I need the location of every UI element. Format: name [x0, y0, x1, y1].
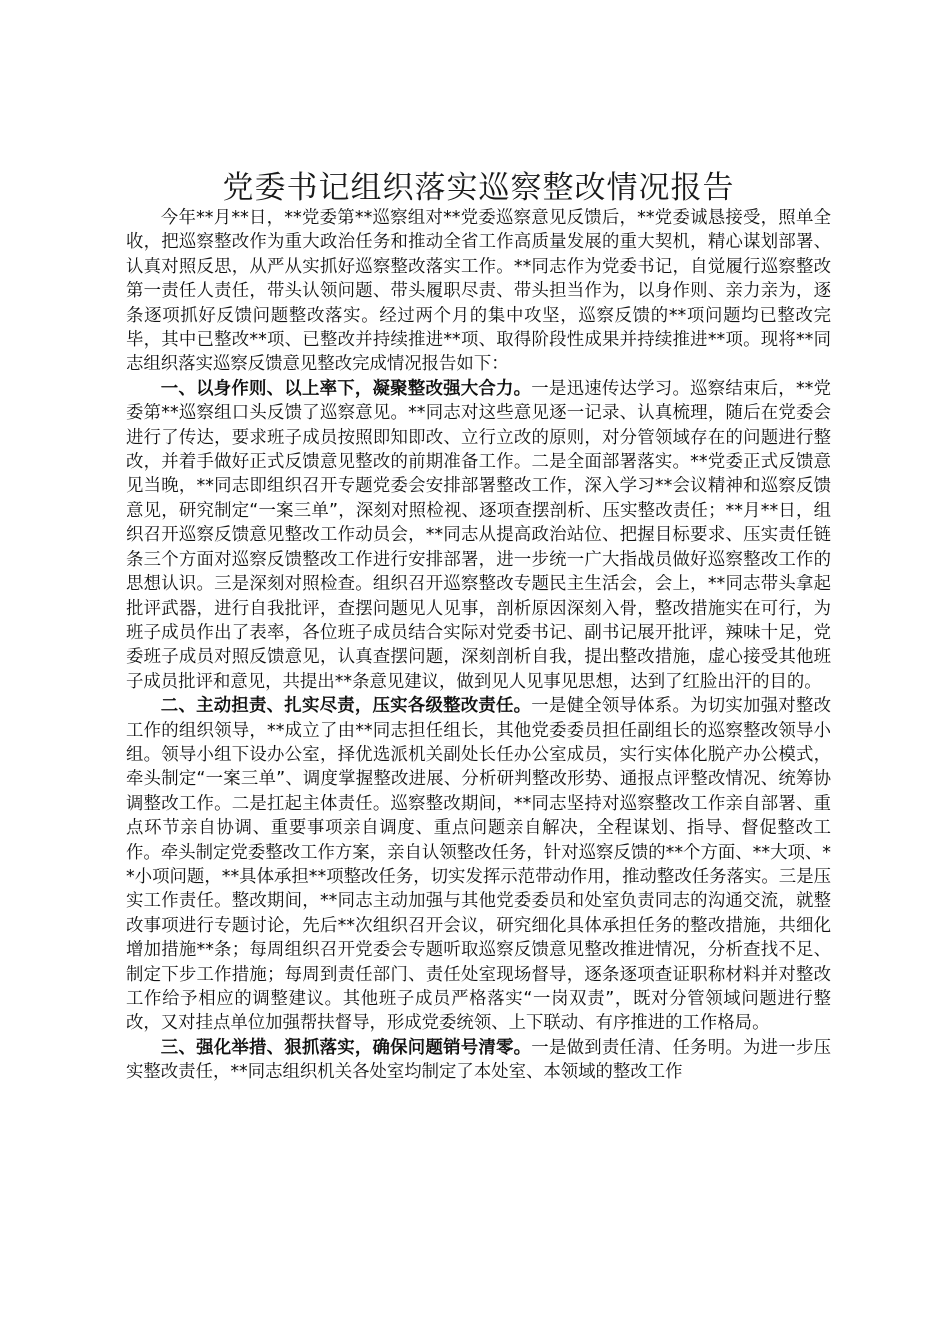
section-2-paragraph [126, 694, 831, 1036]
paragraph-text: 一是做到责任清、任务明。为进一步压实整改责任，**同志组织机关各处室均制定了本处室、本领域的整改工作 [126, 1037, 831, 1083]
section-1-paragraph [126, 377, 831, 694]
paragraph-text: 一是迅速传达学习。巡察结束后，**党委第**巡察组口头反馈了巡察意见。**同志对这些意见逐一记录、认真梳理，随后在党委会进行了传达，要求班子成员按照即知即改、立行立改的原则，对分管领域存在的问题进行整改，并着手做好正式反馈意见整改的前期准备工作。二是全面部署落实。**党委正式反馈意见当晚，**同志即组织召开专题党委会安排部署整改工作，深入学习**会议精神和巡察反馈意见，研究制定“一案三单”，深刻对照检视、逐项查摆剖析、压实整改责任；**月**日，组织召开巡察反馈意见整改工作动员会，**同志从提高政治站位、把握目标要求、压实责任链条三个方面对巡察反馈整改工作进行安排部署，进一步统一广大指战员做好巡察整改工作的思想认识。三是深刻对照检查。组织召开巡察整改专题民主生活会，会上，**同志带头拿起批评武器，进行自我批评，查摆问题见人见事，剖析原因深刻入骨，整改措施实在可行，为班子成员作出了表率，各位班子成员结合实际对党委书记、副书记展开批评，辣味十足，党委班子成员对照反馈意见，认真查摆问题，深刻剖析自我，提出整改措施，虚心接受其他班子成员批评和意见，共提出**条意见建议，做到见人见事见思想，达到了红脸出汗的目的。 [126, 378, 831, 692]
paragraph-text: 一是健全领导体系。为切实加强对整改工作的组织领导，**成立了由**同志担任组长，其他党委委员担任副组长的巡察整改领导小组。领导小组下设办公室，择优选派机关副处长任办公室成员，实行实体化脱产办公模式，牵头制定“一案三单”、调度掌握整改进展、分析研判整改形势、通报点评整改情况、统筹协调整改工作。二是扛起主体责任。巡察整改期间，**同志坚持对巡察整改工作亲自部署、重点环节亲自协调、重要事项亲自调度、重点问题亲自解决，全程谋划、指导、督促整改工作。牵头制定党委整改工作方案，亲自认领整改任务，针对巡察反馈的**个方面、**大项、**小项问题，**具体承担**项整改任务，切实发挥示范带动作用，推动整改任务落实。三是压实工作责任。整改期间，**同志主动加强与其他党委委员和处室负责同志的沟通交流，就整改事项进行专题讨论，先后**次组织召开会议，研究细化具体承担任务的整改措施，共细化增加措施**条；每周组织召开党委会专题听取巡察反馈意见整改推进情况，分析查找不足、制定下步工作措施；每周到责任部门、责任处室现场督导，逐条逐项查证职称材料并对整改工作给予相应的调整建议。其他班子成员严格落实“一岗双责”，既对分管领域问题进行整改，又对挂点单位加强帮扶督导，形成党委统领、上下联动、有序推进的工作格局。 [126, 696, 831, 1034]
intro-paragraph [126, 206, 831, 377]
section-1-heading: 一、以身作则、以上率下，凝聚整改强大合力。 [160, 378, 532, 399]
section-2-heading: 二、主动担责、扎实尽责，压实各级整改责任。 [160, 696, 532, 717]
document-page [126, 168, 831, 1085]
section-3-paragraph [126, 1036, 831, 1085]
document-title: 党委书记组织落实巡察整改情况报告 [222, 170, 735, 206]
paragraph-text: 今年**月**日，**党委第**巡察组对**党委巡察意见反馈后，**党委诚恳接受，照单全收，把巡察整改作为重大政治任务和推动全省工作高质量发展的重大契机，精心谋划部署、认真对照反思，从严从实抓好巡察整改落实工作。**同志作为党委书记，自觉履行巡察整改第一责任人责任，带头认领问题、带头履职尽责、带头担当作为，以身作则、亲力亲为，逐条逐项抓好反馈问题整改落实。经过两个月的集中攻坚，巡察反馈的**项问题均已整改完毕，其中已整改**项、已整改并持续推进**项、取得阶段性成果并持续推进**项。现将**同志组织落实巡察反馈意见整改完成情况报告如下： [126, 208, 831, 375]
section-3-heading: 三、强化举措、狠抓落实，确保问题销号清零。 [160, 1037, 532, 1058]
